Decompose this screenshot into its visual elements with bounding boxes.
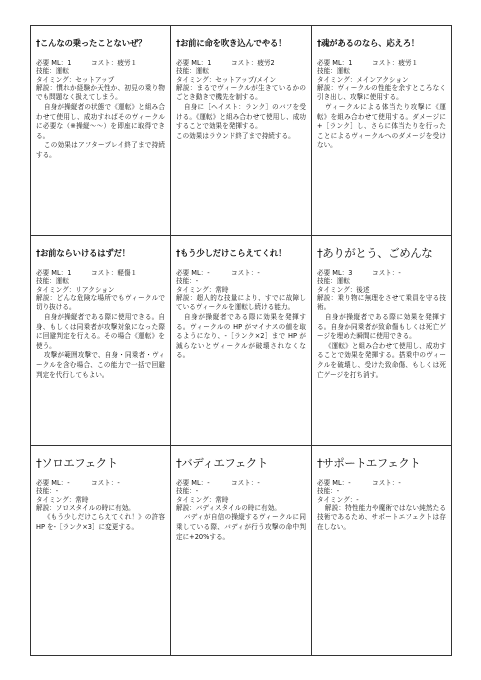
card-cost: コスト：疲労１ xyxy=(372,59,419,67)
card-title: †魂があるのなら、応えろ！ xyxy=(317,38,420,48)
card-title: †お前ならいけるはずだ！ xyxy=(36,248,130,258)
card-cost: コスト：- xyxy=(372,479,401,487)
card-skill: 技能：- xyxy=(36,487,59,496)
card-skill: 技能：- xyxy=(176,487,199,496)
card-note: この効果はアフタープレイ終了まで持続する。 xyxy=(36,141,165,160)
card-effect: 自身が操縦者である際に効果を発揮する。自身か同乗者が致命傷もしくは死亡ゲージを埋めた瞬間に使用できる。 xyxy=(317,313,446,341)
card-timing: タイミング：常時 xyxy=(176,495,229,504)
card-effect: ヴィークルによる体当たり攻撃に《運転》を組み合わせて使用する。ダメージに+［ランク］し、さらに体当たりを行ったことによるヴィークルへのダメージを受けない。 xyxy=(317,103,446,150)
card-description: 解説：超人的な技量により、すでに故障しているヴィークルを運転し続ける能力。 xyxy=(176,293,306,312)
card-title: †こんなの乗ったことないぜ？ xyxy=(36,38,147,48)
card-description: 解説：乗り物に無理をさせて乗員を守る技術。 xyxy=(317,293,446,312)
card xyxy=(171,446,312,656)
card-skill: 技能：運転 xyxy=(317,277,350,286)
card-effect: 自身が操縦者である際に効果を発揮する。ヴィークルの HP がマイナスの値を取るようになり、-［ランク×2］まで HP が減らないとヴィークルが破壊されなくなる。 xyxy=(176,313,306,360)
card-cost: コスト：- xyxy=(231,479,260,487)
card-title: †お前に命を吹き込んでやる！ xyxy=(176,38,287,48)
card-effect: 自身が操縦者である際に使用できる。自身、もしくは同乗者が攻撃対象になった際に回避判定を行える。その場合《運転》を使う。 xyxy=(36,313,165,350)
card-timing: タイミング：セットアップ/メイン xyxy=(176,75,277,84)
card-description: 解説：ソロスタイルの時に有効。 xyxy=(36,503,135,512)
card-cost: コスト：疲労１ xyxy=(91,59,138,67)
card-skill: 技能：運転 xyxy=(36,67,69,76)
card-skill: 技能：運転 xyxy=(176,67,209,76)
card-description: 解説：特性能力や魔術ではない純然たる技術であるため、サポートエフェクトは存在しない。 xyxy=(317,503,446,532)
card xyxy=(312,446,452,656)
card-timing: タイミング：常時 xyxy=(176,285,229,294)
card-cost: コスト：- xyxy=(372,269,401,277)
card xyxy=(171,26,312,236)
card-timing: タイミング：セットアップ xyxy=(36,75,115,84)
card xyxy=(312,236,452,446)
card-cost: コスト：- xyxy=(231,269,260,277)
card-cost: コスト：軽傷１ xyxy=(91,269,138,277)
card-title: †ソロエフェクト xyxy=(36,456,118,470)
card-sheet xyxy=(30,25,452,656)
card-effect: 《もう少しだけこらえてくれ！》の許容 HP を-［ランク×3］に変更する。 xyxy=(36,513,165,532)
card-note: 《運転》と組み合わせて使用し、成功することで効果を発揮する。搭乗中のヴィークルを破壊し、受けた致命傷、もしくは死亡ゲージを打ち消す。 xyxy=(317,341,446,379)
card-skill: 技能：- xyxy=(176,277,199,286)
card-timing: タイミング：リアクション xyxy=(36,285,115,294)
card-grid xyxy=(31,26,452,656)
card-title: †ありがとう、ごめんな xyxy=(317,246,433,260)
card-title: †サポートエフェクト xyxy=(317,456,421,470)
card-description: 解説：バディスタイルの時に有効。 xyxy=(176,503,281,512)
card-need: 必要 ML：- xyxy=(36,479,70,487)
card-cost: コスト：疲労2 xyxy=(231,59,275,67)
card-note: この効果はラウンド終了まで持続する。 xyxy=(176,131,295,140)
card-cost: コスト：- xyxy=(91,479,120,487)
card-need: 必要 ML：- xyxy=(317,479,351,487)
card xyxy=(31,26,171,236)
card-timing: タイミング：- xyxy=(317,495,359,504)
card xyxy=(31,236,171,446)
card-effect: 自身が操縦者の状態で《運転》と組み合わせて使用し、成功すればそのヴィークルに必要な（※操縦～～）を即座に取得できる。 xyxy=(36,103,165,140)
card-title: †もう少しだけこらえてくれ！ xyxy=(176,248,287,258)
card-title: †バディエフェクト xyxy=(176,456,268,470)
card-timing: タイミング：メインアクション xyxy=(317,75,409,84)
card-description: 解説：どんな危険な場所でもヴィークルで切り抜ける。 xyxy=(36,293,165,312)
card-description: 解説：ヴィークルの性能を余すところなく引き出し、攻撃に使用する。 xyxy=(317,83,446,102)
card-need: 必要 ML：1 xyxy=(36,269,72,277)
card-effect: 自身に［ヘイスト：ランク］のバフを受ける。《運転》と組み合わせて使用し、成功することで効果を発揮する。 xyxy=(176,103,306,131)
card-need: 必要 ML：3 xyxy=(317,269,353,277)
card-need: 必要 ML：- xyxy=(176,269,210,277)
card-need: 必要 ML：1 xyxy=(36,59,72,67)
card xyxy=(31,446,171,656)
card-effect: バディが自信の操縦するヴィークルに同乗している際、バディが行う攻撃の命中判定に+20%する。 xyxy=(176,513,306,541)
card-description: 解説：まるでヴィークルが生きているかのごとき動きで機先を制する。 xyxy=(176,83,306,102)
card-skill: 技能：運転 xyxy=(36,277,69,286)
card-timing: タイミング：後述 xyxy=(317,285,370,294)
card-skill: 技能：運転 xyxy=(317,67,350,76)
card-skill: 技能：- xyxy=(317,487,340,496)
card xyxy=(312,26,452,236)
card-timing: タイミング：常時 xyxy=(36,495,89,504)
card-need: 必要 ML：1 xyxy=(317,59,353,67)
card-description: 解説：慣れか経験か天性か、初見の乗り物でも問題なく扱えてしまう。 xyxy=(36,83,165,102)
card-note: 攻撃が範囲攻撃で、自身・同乗者・ヴィークルを含む場合、この能力で一括で回避判定を代行してもよい。 xyxy=(36,351,165,379)
card xyxy=(171,236,312,446)
card-need: 必要 ML：- xyxy=(176,479,210,487)
card-need: 必要 ML：1 xyxy=(176,59,212,67)
